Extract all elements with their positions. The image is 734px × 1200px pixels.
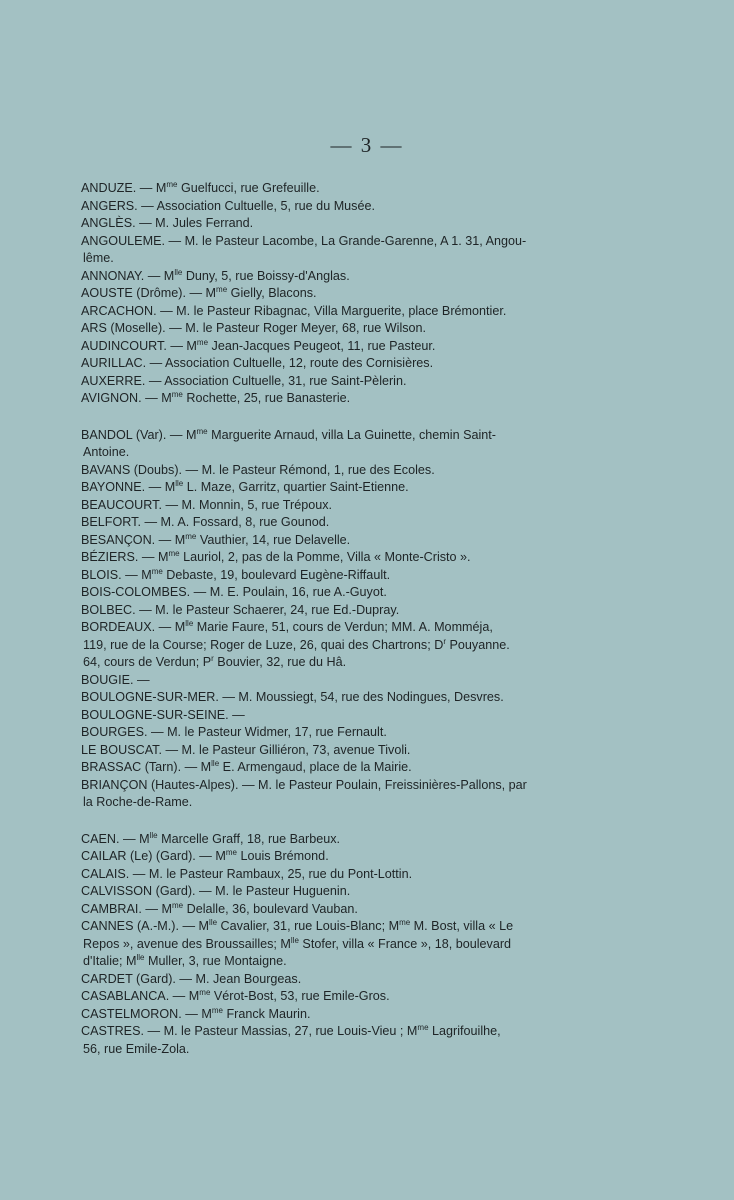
directory-entry: ANGERS. — Association Cultuelle, 5, rue du Musée. bbox=[81, 198, 375, 213]
directory-entry: AOUSTE (Drôme). — $M^{me}$ Gielly, Blacons. bbox=[81, 285, 317, 300]
directory-entry: BAYONNE. — $M^{lle}$ L. Maze, Garritz, quartier Saint-Etienne. bbox=[81, 479, 409, 494]
directory-entry: BOURGES. — M. le Pasteur Widmer, 17, rue Fernault. bbox=[81, 725, 387, 739]
directory-entry: BOULOGNE-SUR-SEINE. — bbox=[81, 707, 245, 722]
directory-entry: CASTRES. — M. le Pasteur Massias, 27, rue Louis-Vieu ; $M^{me}$ Lagrifouilhe, 56, rue Emile-Zola. bbox=[81, 1023, 501, 1056]
directory-entry: ARCACHON. — M. le Pasteur Ribagnac, Villa Marguerite, place Brémontier. bbox=[81, 303, 507, 318]
directory-entry: AUDINCOURT. — $M^{me}$ Jean-Jacques Peugeot, 11, rue Pasteur. bbox=[81, 337, 436, 353]
directory-entry: ARS (Moselle). — M. le Pasteur Roger Meyer, 68, rue Wilson. bbox=[81, 321, 427, 335]
letter-group-a bbox=[81, 180, 611, 408]
directory-entry: BRIANÇON (Hautes-Alpes). — M. le Pasteur Poulain, Freissinières-Pallons, par la Roche-de-Rame. bbox=[81, 777, 527, 809]
directory-entry: BESANÇON. — $M^{me}$ Vauthier, 14, rue Delavelle. bbox=[81, 531, 351, 547]
directory-entry: BORDEAUX. — $M^{lle}$ Marie Faure, 51, cours de Verdun; MM. A. Momméja, 119, rue de la Course; Roger de Luze, 26, quai des Chartrons; $D^r$ Pouyanne. 64, cours de Verdun; $P^r$ Bouvier, 32, rue du Hâ. bbox=[81, 619, 510, 669]
directory-entry: BELFORT. — M. A. Fossard, 8, rue Gounod. bbox=[81, 515, 330, 529]
directory-entry: CARDET (Gard). — M. Jean Bourgeas. bbox=[81, 971, 302, 986]
directory-entry: CALAIS. — M. le Pasteur Rambaux, 25, rue du Pont-Lottin. bbox=[81, 866, 413, 881]
directory-entry: BOLBEC. — M. le Pasteur Schaerer, 24, rue Ed.-Dupray. bbox=[81, 602, 400, 617]
directory-entry: BOIS-COLOMBES. — M. E. Poulain, 16, rue A.-Guyot. bbox=[81, 585, 387, 599]
directory-entry: BAVANS (Doubs). — M. le Pasteur Rémond, 1, rue des Ecoles. bbox=[81, 462, 435, 477]
directory-entry: AURILLAC. — Association Cultuelle, 12, route des Cornisières. bbox=[81, 356, 434, 370]
page-number: — 3 — bbox=[330, 133, 404, 157]
directory-entry: ANGLÈS. — M. Jules Ferrand. bbox=[81, 216, 254, 230]
directory-listing bbox=[81, 180, 611, 1058]
directory-entry: CASABLANCA. — $M^{me}$ Vérot-Bost, 53, rue Emile-Gros. bbox=[81, 988, 390, 1003]
directory-entry: ANDUZE. — $M^{me}$ Guelfucci, rue Grefeuille. bbox=[81, 180, 320, 195]
directory-entry: AUXERRE. — Association Cultuelle, 31, rue Saint-Pèlerin. bbox=[81, 373, 407, 388]
directory-entry: ANGOULEME. — M. le Pasteur Lacombe, La Grande-Garenne, A 1. 31, Angou- lême. bbox=[81, 233, 527, 265]
directory-entry: LE BOUSCAT. — M. le Pasteur Gilliéron, 73, avenue Tivoli. bbox=[81, 742, 411, 757]
directory-entry: CAMBRAI. — $M^{me}$ Delalle, 36, boulevard Vauban. bbox=[81, 900, 358, 916]
directory-entry: BEAUCOURT. — M. Monnin, 5, rue Trépoux. bbox=[81, 497, 333, 512]
directory-entry: BOULOGNE-SUR-MER. — M. Moussiegt, 54, rue des Nodingues, Desvres. bbox=[81, 690, 504, 704]
directory-entry: CALVISSON (Gard). — M. le Pasteur Huguenin. bbox=[81, 884, 351, 898]
directory-entry: AVIGNON. — $M^{me}$ Rochette, 25, rue Banasterie. bbox=[81, 390, 351, 405]
directory-entry: ANNONAY. — $M^{lle}$ Duny, 5, rue Boissy-d'Anglas. bbox=[81, 267, 350, 283]
directory-entry: BLOIS. — $M^{me}$ Debaste, 19, boulevard Eugène-Riffault. bbox=[81, 566, 391, 582]
directory-entry: BOUGIE. — bbox=[81, 672, 150, 687]
letter-group-b bbox=[81, 427, 611, 812]
directory-entry: CAILAR (Le) (Gard). — $M^{me}$ Louis Brémond. bbox=[81, 848, 329, 863]
letter-group-c bbox=[81, 831, 611, 1059]
directory-entry: CAEN. — $M^{lle}$ Marcelle Graff, 18, rue Barbeux. bbox=[81, 830, 341, 846]
directory-entry: CASTELMORON. — $M^{me}$ Franck Maurin. bbox=[81, 1005, 311, 1021]
directory-entry: BRASSAC (Tarn). — $M^{lle}$ E. Armengaud, place de la Mairie. bbox=[81, 759, 412, 774]
directory-entry: BÉZIERS. — $M^{me}$ Lauriol, 2, pas de la Pomme, Villa « Monte-Cristo ». bbox=[81, 549, 471, 564]
directory-entry: CANNES (A.-M.). — $M^{lle}$ Cavalier, 31, rue Louis-Blanc; $M^{me}$ M. Bost, villa « Le Repos », avenue des Broussailles; $M^{lle}$ Stofer, villa « France », 18, boulevard d'Italie; $M^{lle}$ Muller, 3, rue Montaigne. bbox=[81, 918, 514, 968]
directory-entry: BANDOL (Var). — $M^{me}$ Marguerite Arnaud, villa La Guinette, chemin Saint- Antoine. bbox=[81, 426, 496, 459]
